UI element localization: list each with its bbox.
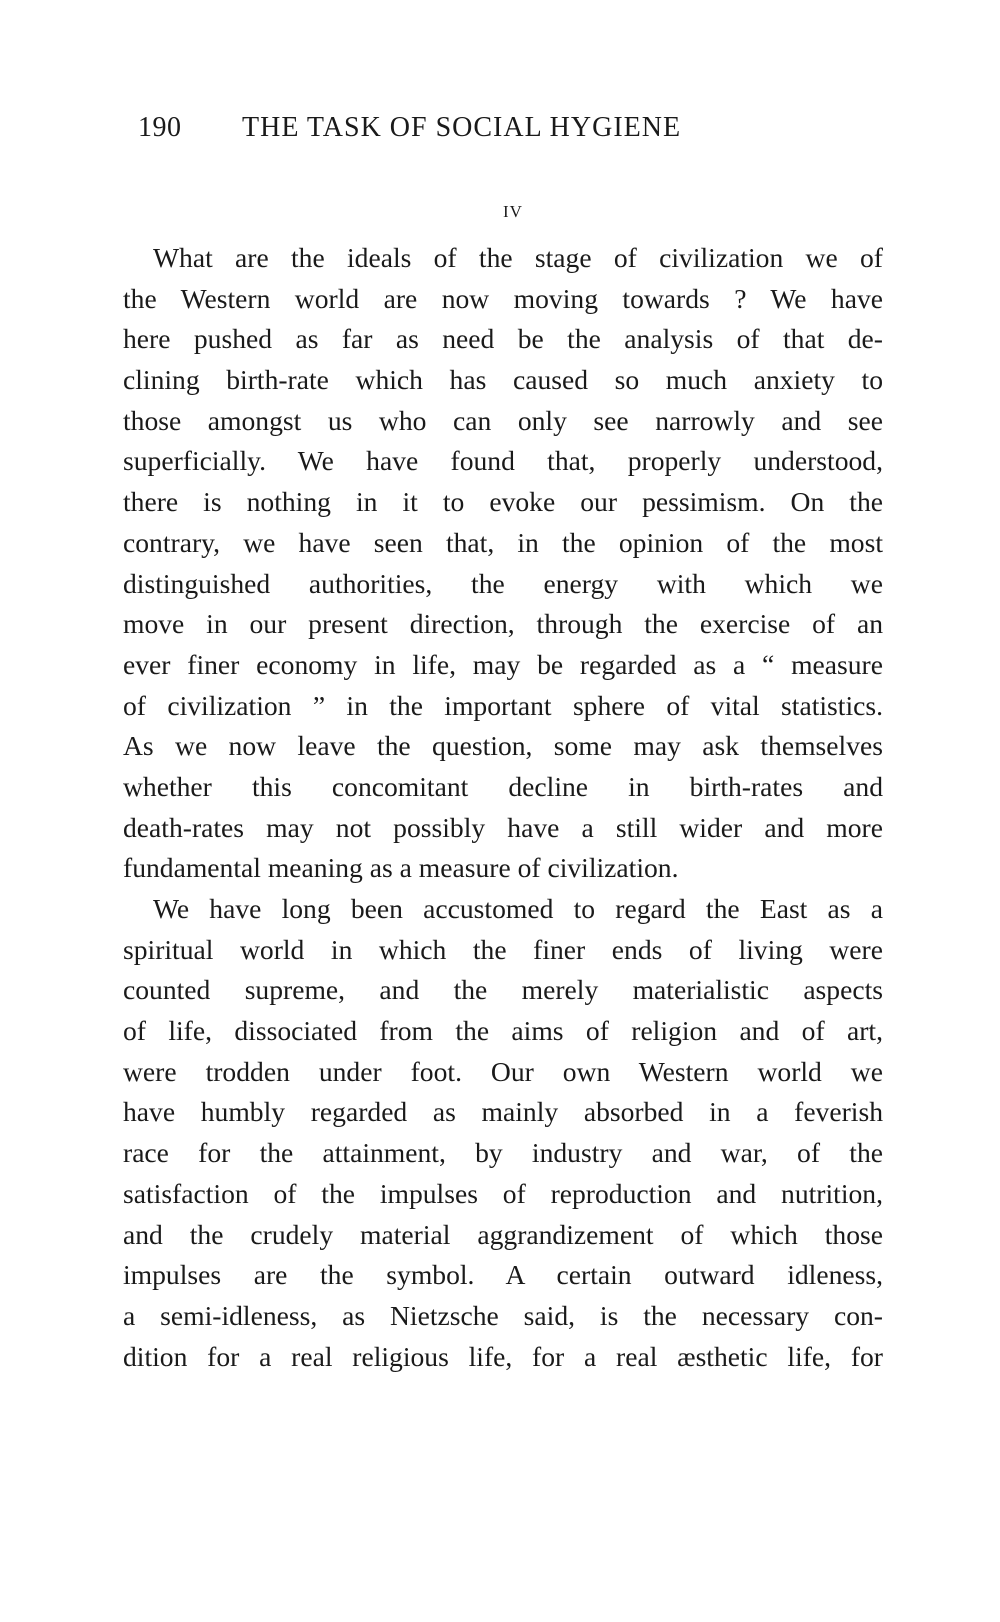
text-line: move in our present direction, through the exercise of an	[123, 608, 883, 640]
text-line: death-rates may not possibly have a still wider and more	[123, 811, 883, 843]
paragraph	[123, 889, 883, 1377]
text-line: have humbly regarded as mainly absorbed in a feverish	[123, 1096, 883, 1128]
text-line: whether this concomitant decline in birth-rates and	[123, 770, 883, 802]
page-number: 190	[138, 112, 182, 143]
text-line: We have long been accustomed to regard the East as a	[153, 893, 883, 924]
text-line: those amongst us who can only see narrowly and see	[123, 404, 883, 436]
section-number: IV	[503, 202, 523, 221]
text-line: of life, dissociated from the aims of religion and of art,	[123, 1015, 883, 1047]
text-line: there is nothing in it to evoke our pessimism. On the	[123, 486, 883, 518]
text-line: were trodden under foot. Our own Western world we	[123, 1055, 883, 1087]
text-line: of civilization ” in the important sphere of vital statistics.	[123, 689, 883, 721]
text-line: As we now leave the question, some may ask themselves	[123, 730, 883, 762]
text-line: counted supreme, and the merely materialistic aspects	[123, 974, 883, 1006]
text-line: What are the ideals of the stage of civilization we of	[153, 242, 883, 273]
text-line: ever finer economy in life, may be regarded as a “ measure	[123, 648, 883, 680]
text-line: a semi-idleness, as Nietzsche said, is the necessary con-	[123, 1299, 883, 1331]
paragraph	[123, 238, 883, 889]
text-line: distinguished authorities, the energy with which we	[123, 567, 883, 599]
text-line: superficially. We have found that, properly understood,	[123, 445, 883, 477]
body-text	[123, 238, 883, 1377]
text-line: clining birth-rate which has caused so much anxiety to	[123, 364, 883, 396]
text-line: and the crudely material aggrandizement of which those	[123, 1218, 883, 1250]
text-line: impulses are the symbol. A certain outward idleness,	[123, 1259, 883, 1291]
text-line: fundamental meaning as a measure of civilization.	[123, 852, 679, 884]
text-line: satisfaction of the impulses of reproduction and nutrition,	[123, 1177, 883, 1209]
text-line: dition for a real religious life, for a real æsthetic life, for	[123, 1340, 883, 1372]
text-line: the Western world are now moving towards ? We have	[123, 282, 883, 314]
text-line: contrary, we have seen that, in the opinion of the most	[123, 526, 883, 558]
text-line: spiritual world in which the finer ends of living were	[123, 933, 883, 965]
running-title: THE TASK OF SOCIAL HYGIENE	[242, 112, 682, 143]
text-line: here pushed as far as need be the analysis of that de-	[123, 323, 883, 355]
text-line: race for the attainment, by industry and war, of the	[123, 1137, 883, 1169]
running-head	[138, 112, 898, 152]
